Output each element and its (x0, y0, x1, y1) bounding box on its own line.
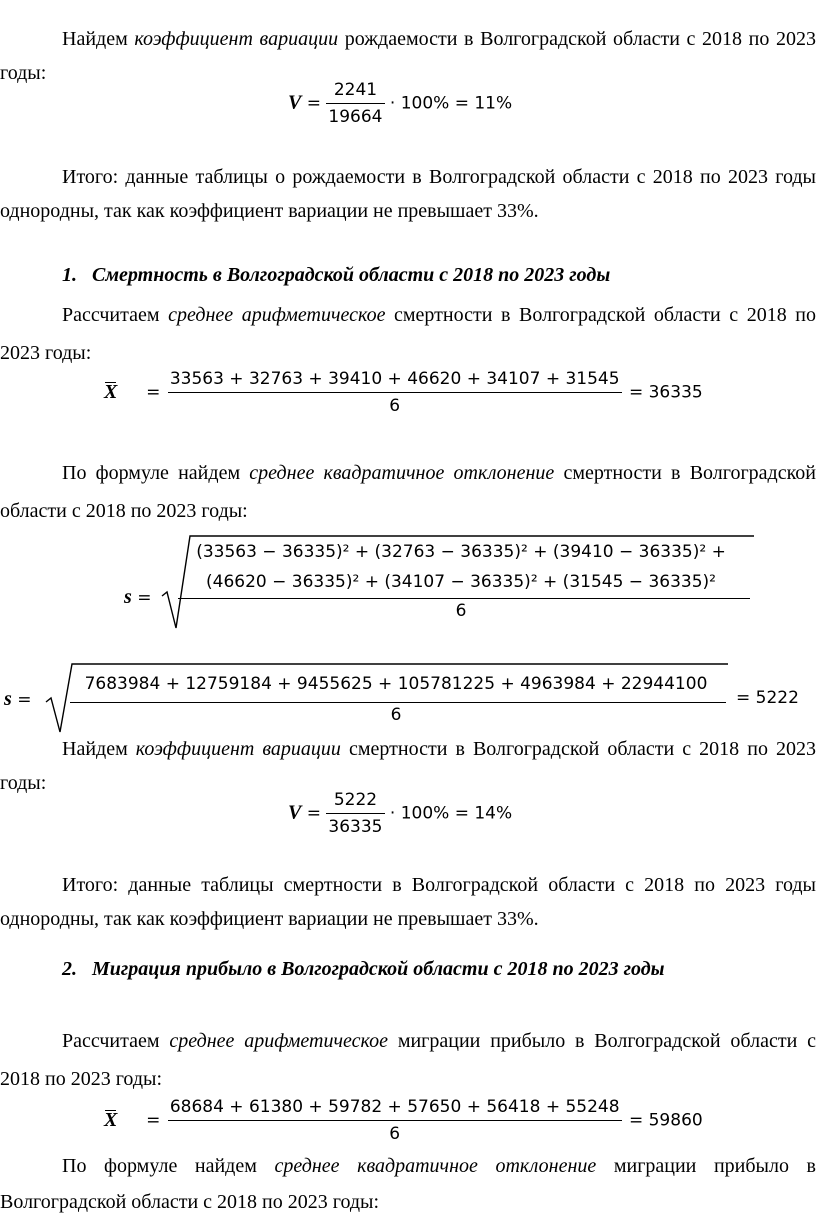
migration-mean-intro: Рассчитаем среднее арифметическое миграции прибыло в Волгоградской области с 2018 по 2023 годы: (0, 1030, 816, 1090)
mortality-mean-formula: X = $\frac{33563 + 32763 + 39410 + 46620 + 34107 + 31545}{6}$ = 36335 (104, 369, 703, 416)
mortality-sd-radical (160, 534, 760, 634)
mortality-sd2-result: = 5222 (736, 688, 799, 708)
mortality-conclusion: Итого: данные таблицы смертности в Волгоградской области с 2018 по 2023 годы однородны, так как коэффициент вариации не превышает 33%. (0, 874, 816, 930)
mortality-sd2-radical (44, 662, 734, 736)
mortality-sd-fraction-bar (178, 598, 750, 599)
migration-mean-formula: X = $\frac{68684 + 61380 + 59782 + 57650 + 56418 + 55248}{6}$ = 59860 (104, 1097, 703, 1144)
birth-cv-intro: Найдем коэффициент вариации рождаемости в Волгоградской области с 2018 по 2023 годы: (0, 28, 816, 84)
birth-conclusion: Итого: данные таблицы о рождаемости в Волгоградской области с 2018 по 2023 годы однородны, так как коэффициент вариации не превышает 33%. (0, 166, 816, 222)
mortality-heading: 1. Смертность в Волгоградской области с 2018 по 2023 годы (62, 264, 611, 286)
migration-sd-intro: По формуле найдем среднее квадратичное отклонение миграции прибыло в Волгоградской области с 2018 по 2023 годы: (0, 1155, 816, 1213)
mortality-sd2-fraction-bar (70, 702, 726, 703)
mortality-sd2-lhs: s = (4, 688, 32, 710)
mortality-sd-den: 6 (455, 601, 467, 621)
mortality-sd-intro: По формуле найдем среднее квадратичное отклонение смертности в Волгоградской области с 2018 по 2023 годы: (0, 462, 816, 522)
migration-heading: 2. Миграция прибыло в Волгоградской области с 2018 по 2023 годы (62, 958, 665, 980)
mortality-sd-num-line1: (33563 − 36335)² + (32763 − 36335)² + (39410 − 36335)² + (196, 542, 726, 562)
mortality-sd-num-line2: (46620 − 36335)² + (34107 − 36335)² + (31545 − 36335)² (206, 572, 716, 592)
mortality-sd-lhs: s = (124, 586, 152, 608)
mortality-sd2-num: 7683984 + 12759184 + 9455625 + 105781225 + 4963984 + 22944100 (84, 674, 708, 694)
mortality-cv-intro: Найдем коэффициент вариации смертности в Волгоградской области с 2018 по 2023 годы: (0, 738, 816, 794)
mortality-sd2-den: 6 (390, 705, 402, 725)
mortality-mean-intro: Рассчитаем среднее арифметическое смертности в Волгоградской области с 2018 по 2023 годы: (0, 304, 816, 364)
mortality-cv-formula: V = $\frac{5222}{36335}$ · 100% = 14% (288, 790, 513, 837)
birth-cv-formula: V = $\frac{2241}{19664}$ · 100% = 11% (288, 80, 513, 127)
